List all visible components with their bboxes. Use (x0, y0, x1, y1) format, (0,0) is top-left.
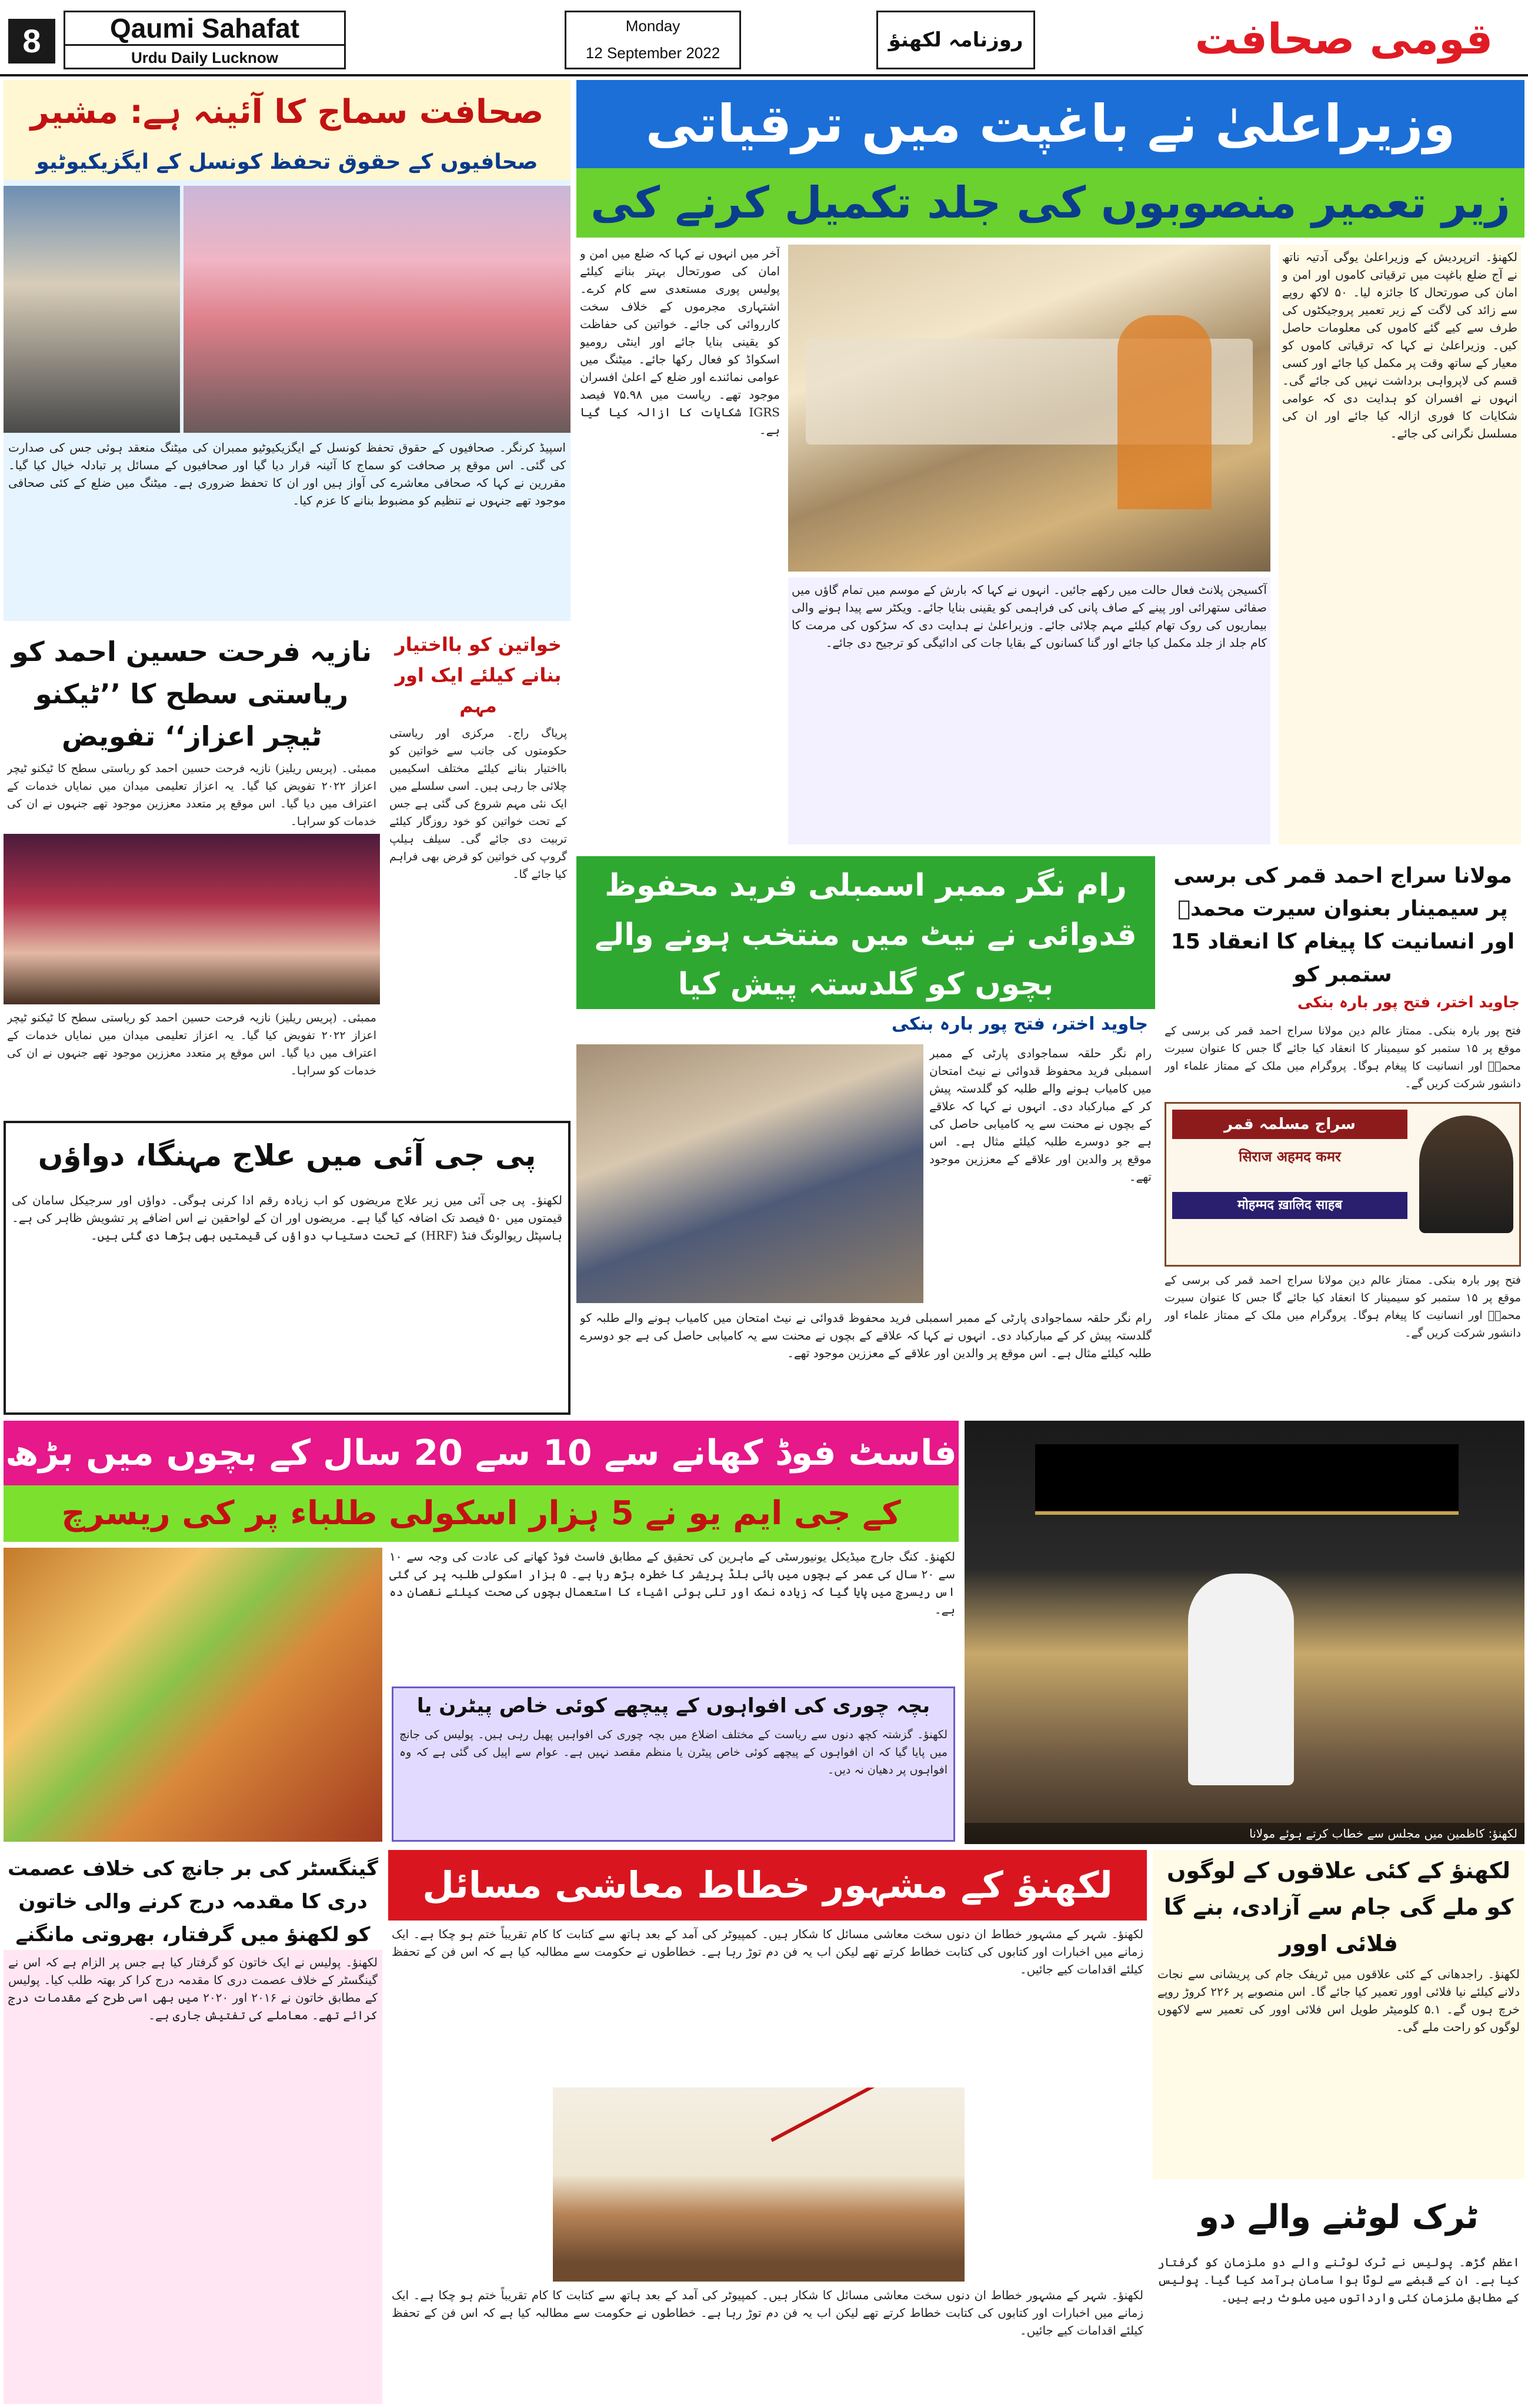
neet-story (576, 856, 1155, 1415)
neet-photo (576, 1044, 923, 1303)
rumour-body: لکھنؤ۔ گزشتہ کچھ دنوں سے ریاست کے مختلف اضلاع میں بچہ چوری کی افواہیں پھیل رہی ہیں۔ پولیس کی جانچ میں پایا گیا کہ ان افواہوں کے پیچھے کوئی خاص پیٹرن یا منظم مقصد نہیں ہے۔ عوام سے اپیل کی گئی ہے کہ وہ افواہوں پر دھیان نہ دیں۔ (399, 1728, 948, 1776)
lead-headline: وزیراعلیٰ نے باغپت میں ترقیاتی (576, 80, 1524, 168)
pgi-story (4, 1121, 571, 1415)
fastfood-body: لکھنؤ۔ کنگ جارج میڈیکل یونیورسٹی کے ماہرین کی تحقیق کے مطابق فاسٹ فوڈ کھانے کی عادت کی وجہ سے ۱۰ سے ۲۰ سال کی عمر کے بچوں میں ہائی بلڈ پریشر کا خطرہ بڑھ رہا ہے۔ ۵ ہزار اسکولی طلبہ پر کی گئی اس ریسرچ میں پایا گیا کہ زیادہ نمک اور تلی ہوئی اشیاء کا استعمال بچوں کی صحت کیلئے نقصان دہ ہے۔ (389, 1549, 955, 1617)
daily-label: روزنامہ لکھنؤ (876, 11, 1035, 69)
seminar-poster (1165, 1102, 1521, 1267)
teacher-photo (4, 834, 380, 1004)
women-story (386, 627, 571, 1115)
gangster-body: لکھنؤ۔ پولیس نے ایک خاتون کو گرفتار کیا ہے جس پر الزام ہے کہ اس نے گینگسٹر کے خلاف عصمت دری کا مقدمہ درج کرا کر بھتہ طلب کیا۔ پولیس کے مطابق خاتون نے ۲۰۱۶ اور ۲۰۲۰ میں بھی اسی طرح کے مقدمات درج کرائے تھے۔ معاملے کی تفتیش جاری ہے۔ (8, 1955, 378, 2022)
teacher-headline: نازیہ فرحت حسین احمد کو ریاستی سطح کا ’’ٹیکنو ٹیچر اعزاز‘‘ تفویض (12, 636, 372, 752)
paper-subtitle-english: Urdu Daily Lucknow (131, 49, 278, 66)
seminar-story (1161, 856, 1524, 1415)
date-box (565, 11, 741, 69)
lead-body-mid: آکسیجن پلانٹ فعال حالت میں رکھے جائیں۔ انہوں نے کہا کہ بارش کے موسم میں تمام گاؤں میں صفائی ستھرائی اور پینے کے صاف پانی کی فراہمی کو یقینی بنایا جائے۔ ویکٹر سے پیدا ہونے والی بیماریوں کی روک تھام کیلئے مہم چلائی جائے۔ وزیراعلیٰ نے ہدایت دی کہ سڑکوں کی مرمت کا کام جلد از جلد مکمل کیا جائے اور گنا کسانوں کے بقایا جات کی ادائیگی کو ترجیح دی جائے۔ (788, 577, 1270, 844)
seminar-headline: مولانا سراج احمد قمر کی برسی پر سیمینار بعنوان سیرت محمدؐ اور انسانیت کا پیغام کا انعقاد 15 ستمبر کو (1170, 864, 1515, 987)
fastfood-photo (4, 1548, 382, 1842)
calligraphy-body: لکھنؤ۔ شہر کے مشہور خطاط ان دنوں سخت معاشی مسائل کا شکار ہیں۔ کمپیوٹر کی آمد کے بعد ہاتھ سے کتابت کا کام تقریباً ختم ہو چکا ہے۔ ایک زمانے میں اخبارات اور کتابوں کی کتابت خطاط کرتے تھے لیکن اب یہ فن دم توڑ رہا ہے۔ خطاطوں نے حکومت سے مطالبہ کیا ہے کہ اس فن کے تحفظ کیلئے اقدامات کیے جائیں۔ (392, 2288, 1143, 2337)
masthead (0, 0, 1528, 76)
neet-body-bottom: رام نگر حلقہ سماجوادی پارٹی کے ممبر اسمبلی فرید محفوظ قدوائی نے نیٹ امتحان میں کامیاب ہونے والے طلبہ کو گلدستہ پیش کر کے مبارکباد دی۔ انہوں نے کہا کہ علاقے کے بچوں نے محنت سے یہ کامیابی حاصل کی ہے جو دوسرے طلبہ کیلئے مثال ہے۔ اس موقع پر والدین اور علاقے کے معززین موجود تھے۔ (580, 1311, 1152, 1360)
fastfood-headline: فاسٹ فوڈ کھانے سے 10 سے 20 سال کے بچوں میں بڑھ (4, 1421, 959, 1485)
lead-subhead: زیر تعمیر منصوبوں کی جلد تکمیل کرنے کی (576, 168, 1524, 238)
truck-body: اعظم گڑھ۔ پولیس نے ٹرک لوٹنے والے دو ملزمان کو گرفتار کیا ہے۔ ان کے قبضے سے لوٹا ہوا سامان برآمد کیا گیا۔ پولیس کے مطابق ملزمان کئی وارداتوں میں ملوث رہے ہیں۔ (1157, 2255, 1520, 2305)
rumour-inset (392, 1686, 955, 1842)
paper-name-box (64, 11, 346, 69)
teacher-body: ممبئی۔ (پریس ریلیز) نازیہ فرحت حسین احمد کو ریاستی سطح کا ٹیکنو ٹیچر اعزاز ۲۰۲۲ تفویض کیا گیا۔ یہ اعزاز تعلیمی میدان میں نمایاں خدمات کے اعتراف میں دیا گیا۔ اس موقع پر متعدد معززین موجود تھے جنہوں نے ان کی خدمات کو سراہا۔ (7, 1011, 376, 1077)
majlis-photo (965, 1421, 1524, 1844)
gangster-headline: گینگسٹر کی بر جانچ کی خلاف عصمت دری کا مقدمہ درج کرنے والی خاتون کو لکھنؤ میں گرفتار، بھروتی مانگنے (4, 1850, 382, 1950)
lead-story (576, 80, 1524, 850)
seminar-byline: جاوید اختر، فتح پور بارہ بنکی (1297, 994, 1520, 1011)
seminar-body-top: فتح پور بارہ بنکی۔ ممتاز عالم دین مولانا سراج احمد قمر کی برسی کے موقع پر ۱۵ ستمبر کو سیمینار کا انعقاد کیا جائے گا جس کا عنوان سیرت محمدؐ اور انسانیت کا پیغام ہوگا۔ پروگرام میں ملک کے ممتاز علماء اور دانشور شرکت کریں گے۔ (1165, 1024, 1521, 1090)
women-body: پریاگ راج۔ مرکزی اور ریاستی حکومتوں کی جانب سے خواتین کو بااختیار بنانے کیلئے مختلف اسکیمیں چلائی جا رہی ہیں۔ اسی سلسلے میں ایک نئی مہم شروع کی گئی ہے جس کے تحت خواتین کو خود روزگار کیلئے تربیت دی جائے گی۔ سیلف ہیلپ گروپ کی خواتین کو قرض بھی فراہم کیا جائے گا۔ (389, 727, 567, 881)
fastfood-story (4, 1421, 959, 1844)
calligraphy-body-top: لکھنؤ۔ شہر کے مشہور خطاط ان دنوں سخت معاشی مسائل کا شکار ہیں۔ کمپیوٹر کی آمد کے بعد ہاتھ سے کتابت کا کام تقریباً ختم ہو چکا ہے۔ ایک زمانے میں اخبارات اور کتابوں کی کتابت خطاط کرتے تھے لیکن اب یہ فن دم توڑ رہا ہے۔ خطاطوں نے حکومت سے مطالبہ کیا ہے کہ اس فن کے تحفظ کیلئے اقدامات کیے جائیں۔ (392, 1927, 1143, 1976)
pgi-body: لکھنؤ۔ پی جی آئی میں زیر علاج مریضوں کو اب زیادہ رقم ادا کرنی ہوگی۔ دواؤں اور سرجیکل سامان کی قیمتوں میں ۵۰ فیصد تک اضافہ کیا گیا ہے۔ مریضوں اور ان کے لواحقین نے اس اضافے پر تشویش ظاہر کی ہے۔ ہاسپٹل ریوالونگ فنڈ (HRF) کے تحت دستیاب دواؤں کی قیمتیں بھی بڑھا دی گئی ہیں۔ (12, 1193, 562, 1243)
journalism-subhead: صحافیوں کے حقوق تحفظ کونسل کے ایگزیکیوٹیو (4, 145, 571, 180)
truck-headline: ٹرک لوٹنے والے دو (1199, 2198, 1479, 2236)
jam-story (1153, 1850, 1524, 2179)
poster-sub: सिराज अहमद कमर (1239, 1148, 1341, 1165)
lead-body-right: لکھنؤ۔ اترپردیش کے وزیراعلیٰ یوگی آدتیہ ناتھ نے آج ضلع باغپت میں ترقیاتی کاموں اور امن و امان کی صورتحال کا جائزہ لیا۔ ۵۰ لاکھ روپے سے زائد کی لاگت کے زیر تعمیر پروجیکٹوں کی طرف سے کیے گئے کاموں کی معلومات حاصل کیں۔ وزیراعلیٰ نے کہا کہ ترقیاتی کاموں کو معیار کے ساتھ وقت پر مکمل کیا جائے اور کسی قسم کی لاپرواہی برداشت نہیں کی جائے گی۔ انہوں نے افسران کو ہدایت دی کہ عوامی شکایات کا فوری ازالہ کیا جائے اور ان کی مسلسل نگرانی کی جائے۔ (1279, 245, 1521, 844)
pgi-headline: پی جی آئی میں علاج مہنگا، دواؤں (38, 1138, 536, 1173)
poster-portrait (1419, 1116, 1513, 1233)
seminar-body: فتح پور بارہ بنکی۔ ممتاز عالم دین مولانا سراج احمد قمر کی برسی کے موقع پر ۱۵ ستمبر کو سیمینار کا انعقاد کیا جائے گا جس کا عنوان سیرت محمدؐ اور انسانیت کا پیغام ہوگا۔ پروگرام میں ملک کے ممتاز علماء اور دانشور شرکت کریں گے۔ (1165, 1274, 1521, 1340)
jam-body: لکھنؤ۔ راجدھانی کے کئی علاقوں میں ٹریفک جام کی پریشانی سے نجات دلانے کیلئے نیا فلائی اوور تعمیر کیا جائے گا۔ اس منصوبے پر ۲۲۶ کروڑ روپے خرچ ہوں گے۔ ۵.۱ کلومیٹر طویل اس فلائی اوور کی تعمیر سے لاکھوں لوگوں کو راحت ملے گی۔ (1157, 1967, 1520, 2034)
fastfood-subhead: کے جی ایم یو نے 5 ہزار اسکولی طلباء پر کی ریسرچ (4, 1485, 959, 1542)
date-label: 12 September 2022 (585, 44, 720, 62)
calligraphy-photo (553, 2088, 965, 2282)
women-headline: خواتین کو بااختیار بنانے کیلئے ایک اور مہم (395, 633, 562, 717)
calligraphy-story (388, 1850, 1147, 2404)
poster-title: سراج مسلمہ قمر (1172, 1110, 1407, 1139)
neet-byline: جاوید اختر، فتح پور بارہ بنکی (891, 1014, 1148, 1034)
journalism-photo-1 (4, 186, 180, 433)
page-number: 8 (8, 19, 55, 64)
journalism-body: اسپیڈ کرنگر۔ صحافیوں کے حقوق تحفظ کونسل کے ایگزیکیوٹیو ممبران کی میٹنگ منعقد ہوئی جس کی صدارت کی گئی۔ اس موقع پر صحافت کو سماج کا آئینہ قرار دیا گیا اور صحافیوں کے مسائل پر تبادلہ خیال کیا گیا۔ مقررین نے کہا کہ صحافی معاشرے کی آواز ہیں اور ان کا تحفظ ضروری ہے۔ میٹنگ میں ضلع کے کئی صحافی موجود تھے جنہوں نے تنظیم کو مضبوط بنانے کا عزم کیا۔ (8, 440, 566, 507)
majlis-caption: لکھنؤ: کاظمین میں مجلس سے خطاب کرتے ہوئے مولانا (965, 1823, 1524, 1844)
neet-body: رام نگر حلقہ سماجوادی پارٹی کے ممبر اسمبلی فرید محفوظ قدوائی نے نیٹ امتحان میں کامیاب ہونے والے طلبہ کو گلدستہ پیش کر کے مبارکباد دی۔ انہوں نے کہا کہ علاقے کے بچوں نے محنت سے یہ کامیابی حاصل کی ہے جو دوسرے طلبہ کیلئے مثال ہے۔ اس موقع پر والدین اور علاقے کے معززین موجود تھے۔ (929, 1046, 1152, 1184)
rumour-headline: بچہ چوری کی افواہوں کے پیچھے کوئی خاص پیٹرن یا (416, 1694, 930, 1718)
journalism-headline: صحافت سماج کا آئینہ ہے: مشیر (4, 80, 571, 145)
journalism-photo-2 (184, 186, 571, 433)
truck-story (1153, 2185, 1524, 2404)
calligraphy-headline: لکھنؤ کے مشہور خطاط معاشی مسائل (388, 1850, 1147, 1921)
teacher-body-top: ممبئی۔ (پریس ریلیز) نازیہ فرحت حسین احمد کو ریاستی سطح کا ٹیکنو ٹیچر اعزاز ۲۰۲۲ تفویض کیا گیا۔ یہ اعزاز تعلیمی میدان میں نمایاں خدمات کے اعتراف میں دیا گیا۔ اس موقع پر متعدد معززین موجود تھے جنہوں نے ان کی خدمات کو سراہا۔ (7, 762, 376, 828)
jam-headline: لکھنؤ کے کئی علاقوں کے لوگوں کو ملے گی جام سے آزادی، بنے گا فلائی اوور (1163, 1858, 1514, 1956)
neet-headline: رام نگر ممبر اسمبلی فرید محفوظ قدوائی نے نیٹ میں منتخب ہونے والے بچوں کو گلدستہ پیش کیا (576, 856, 1155, 1009)
day-label: Monday (625, 17, 680, 35)
lead-body-left: آخر میں انہوں نے کہا کہ ضلع میں امن و امان کی صورتحال بہتر بنانے کیلئے پولیس پوری مستعدی سے کام کرے۔ اشتہاری مجرموں کے خلاف سخت کارروائی کی جائے۔ خواتین کی حفاظت کو یقینی بنایا جائے اور اینٹی رومیو اسکواڈ کو فعال رکھا جائے۔ میٹنگ میں عوامی نمائندے اور ضلع کے اعلیٰ افسران موجود تھے۔ ریاست میں ۷۵.۹۸ فیصد IGRS شکایات کا ازالہ کیا گیا ہے۔ (580, 246, 780, 437)
masthead-logo: قومی صحافت (1195, 14, 1493, 64)
poster-name: मोहम्मद ख़ालिद साहब (1172, 1192, 1407, 1219)
paper-name-english: Qaumi Sahafat (65, 12, 344, 46)
gangster-story (4, 1850, 382, 2404)
journalism-story (4, 80, 571, 621)
lead-photo (788, 245, 1270, 572)
teacher-award-story (4, 627, 380, 1115)
